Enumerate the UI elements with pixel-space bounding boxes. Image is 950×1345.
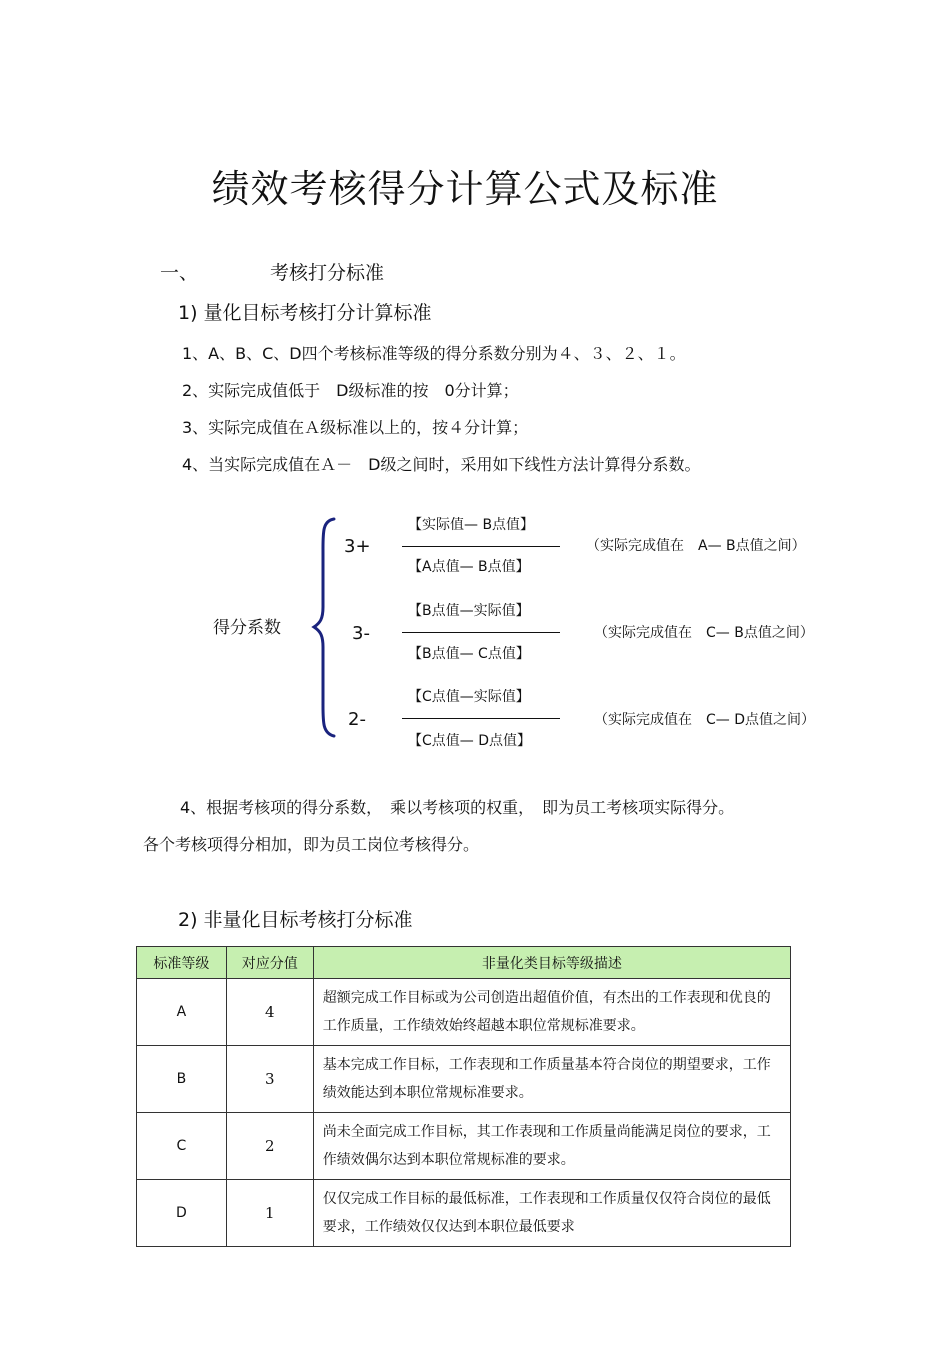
- formula-numerator: 【B点值—实际值】: [408, 603, 530, 619]
- formula-coef: 2-: [348, 709, 366, 730]
- grade-cell: D: [137, 1180, 227, 1247]
- formula-label: 得分系数: [213, 618, 281, 638]
- formula-denominator: 【C点值— D点值】: [408, 733, 532, 749]
- formula-denominator: 【A点值— B点值】: [408, 559, 530, 575]
- description-cell: 仅仅完成工作目标的最低标准，工作表现和工作质量仅仅符合岗位的最低要求，工作绩效仅仅达到本职位最低要求: [313, 1180, 790, 1247]
- formula-coef: 3+: [344, 536, 371, 557]
- paragraph-line: 各个考核项得分相加，即为员工岗位考核得分。: [143, 835, 480, 854]
- grade-cell: C: [137, 1113, 227, 1180]
- score-cell: 3: [226, 1046, 313, 1113]
- grade-cell: B: [137, 1046, 227, 1113]
- fraction-bar: [402, 718, 560, 719]
- score-cell: 4: [226, 979, 313, 1046]
- column-header: 标准等级: [137, 947, 227, 979]
- table-row: [137, 979, 791, 1046]
- subsection-quantitative-heading: 1) 量化目标考核打分计算标准: [178, 302, 432, 324]
- rule-2: 2、实际完成值低于 D级标准的按 0分计算；: [182, 381, 519, 400]
- fraction-bar: [402, 632, 560, 633]
- formula-coef: 3-: [352, 623, 370, 644]
- table-row: [137, 1113, 791, 1180]
- description-cell: 超额完成工作目标或为公司创造出超值价值，有杰出的工作表现和优良的工作质量，工作绩效始终超越本职位常规标准要求。: [313, 979, 790, 1046]
- page-title: 绩效考核得分计算公式及标准: [211, 167, 719, 211]
- section-number: 一、: [160, 262, 199, 284]
- paragraph-line: 4、根据考核项的得分系数， 乘以考核项的权重， 即为员工考核项实际得分。: [180, 798, 735, 817]
- score-cell: 1: [226, 1180, 313, 1247]
- section-heading: 考核打分标准: [270, 262, 385, 284]
- rule-4: 4、当实际完成值在Ａ－ D级之间时，采用如下线性方法计算得分系数。: [182, 455, 701, 474]
- formula-numerator: 【实际值— B点值】: [408, 517, 535, 533]
- grade-standard-table: [136, 946, 791, 1247]
- formula-condition: （实际完成值在 C— D点值之间）: [594, 712, 816, 728]
- rule-3: 3、实际完成值在Ａ级标准以上的，按４分计算；: [182, 418, 529, 437]
- formula-numerator: 【C点值—实际值】: [408, 689, 530, 705]
- table-row: [137, 1046, 791, 1113]
- table-row: [137, 1180, 791, 1247]
- score-cell: 2: [226, 1113, 313, 1180]
- description-cell: 基本完成工作目标，工作表现和工作质量基本符合岗位的期望要求，工作绩效能达到本职位常规标准要求。: [313, 1046, 790, 1113]
- table-header-row: [137, 947, 791, 979]
- rule-1: 1、A、B、C、D四个考核标准等级的得分系数分别为４、３、２、１。: [182, 344, 686, 363]
- column-header: 非量化类目标等级描述: [313, 947, 790, 979]
- fraction-bar: [402, 546, 560, 547]
- description-cell: 尚未全面完成工作目标，其工作表现和工作质量尚能满足岗位的要求，工作绩效偶尔达到本职位常规标准的要求。: [313, 1113, 790, 1180]
- column-header: 对应分值: [226, 947, 313, 979]
- curly-brace-icon: [310, 515, 340, 740]
- subsection-qualitative-heading: 2) 非量化目标考核打分标准: [178, 909, 413, 931]
- grade-cell: A: [137, 979, 227, 1046]
- formula-denominator: 【B点值— C点值】: [408, 646, 530, 662]
- formula-condition: （实际完成值在 A— B点值之间）: [586, 538, 806, 554]
- formula-condition: （实际完成值在 C— B点值之间）: [594, 625, 814, 641]
